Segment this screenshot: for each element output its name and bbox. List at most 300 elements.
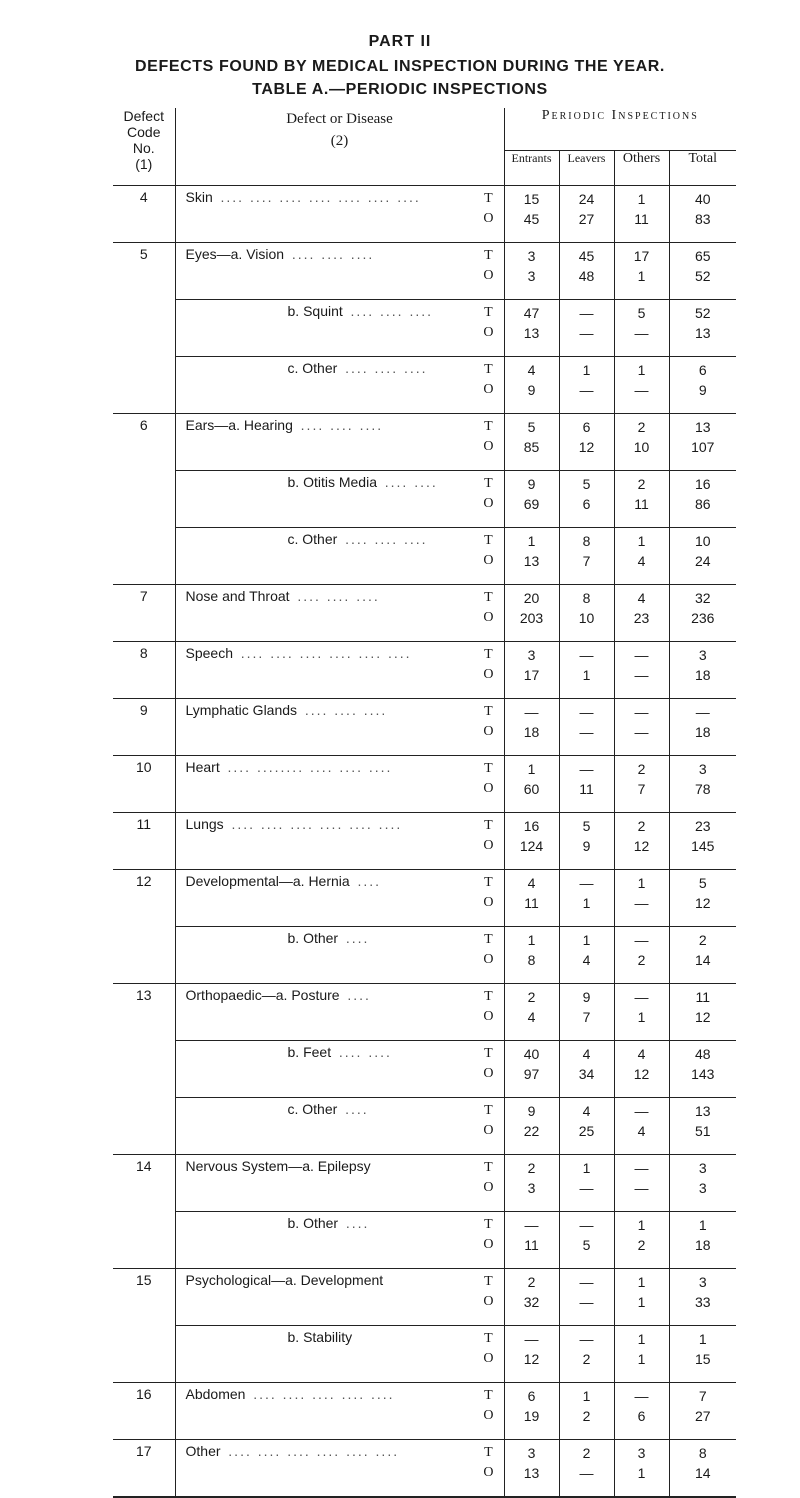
total-o-value: 12: [694, 1009, 711, 1025]
defect-label: Developmental—a. Hernia: [185, 873, 350, 889]
total-cell: [669, 1155, 736, 1212]
entrants-t-value: 15: [523, 191, 540, 207]
table-row: [113, 1326, 736, 1383]
defect-code: [113, 471, 175, 528]
defect-name: [186, 1443, 400, 1459]
leavers-o-value: 6: [582, 496, 591, 512]
entrants-cell: [504, 414, 559, 471]
entrants-t-value: —: [524, 1331, 539, 1347]
defect-code: 4: [113, 186, 175, 243]
leavers-o-value: 27: [578, 211, 595, 227]
others-cell: [614, 1098, 669, 1155]
entrants-t-value: 3: [527, 1445, 536, 1461]
defect-name-cell: [175, 642, 504, 699]
defect-code: 10: [113, 756, 175, 813]
t-marker: T: [484, 647, 493, 662]
entrants-t-value: 5: [527, 419, 536, 435]
table-row: [113, 1383, 736, 1440]
leavers-cell: [559, 756, 614, 813]
t-marker: T: [484, 1388, 493, 1403]
others-o-value: 2: [637, 1237, 646, 1253]
table-body: [113, 186, 736, 1498]
t-marker: T: [484, 191, 493, 206]
t-marker: T: [484, 1046, 493, 1061]
leavers-o-value: 9: [582, 838, 591, 854]
page-title: DEFECTS FOUND BY MEDICAL INSPECTION DURING THE YEAR.: [135, 58, 665, 75]
defect-name-cell: [175, 756, 504, 813]
o-marker: O: [483, 781, 494, 796]
entrants-t-value: 9: [527, 1103, 536, 1119]
to-markers: [483, 189, 493, 229]
table-row: [113, 813, 736, 870]
header-disease-label: Defect or Disease: [286, 111, 393, 127]
entrants-cell: [504, 984, 559, 1041]
header-leavers: Leavers: [559, 151, 614, 186]
others-t-value: 1: [637, 1217, 646, 1233]
total-t-value: 3: [698, 1160, 707, 1176]
entrants-cell: [504, 1098, 559, 1155]
entrants-o-value: 13: [523, 553, 540, 569]
leavers-o-value: —: [579, 325, 594, 341]
defect-name-cell: [175, 585, 504, 642]
leader-dots: ....: [357, 873, 382, 889]
others-o-value: —: [634, 325, 649, 341]
others-t-value: —: [634, 1103, 649, 1119]
entrants-cell: [504, 1155, 559, 1212]
entrants-o-value: 60: [523, 781, 540, 797]
t-marker: T: [484, 761, 493, 776]
defect-label: Psychological—a. Development: [185, 1272, 384, 1288]
total-cell: [669, 756, 736, 813]
defect-code: 17: [113, 1440, 175, 1498]
table-row: [113, 1212, 736, 1269]
entrants-o-value: 8: [527, 952, 536, 968]
defect-code: [113, 1041, 175, 1098]
entrants-cell: [504, 357, 559, 414]
entrants-cell: [504, 1041, 559, 1098]
table-row: [113, 1269, 736, 1326]
table-row: [113, 585, 736, 642]
defect-label: b. Feet: [287, 1044, 332, 1060]
table-row: [113, 642, 736, 699]
total-o-value: 52: [694, 268, 711, 284]
defect-label: b. Other: [287, 1215, 339, 1231]
o-marker: O: [483, 1294, 494, 1309]
others-o-value: 1: [637, 268, 646, 284]
defect-name-cell: [175, 927, 504, 984]
defect-name-cell: [175, 186, 504, 243]
leader-dots: .... ....: [384, 474, 438, 490]
leavers-o-value: 4: [582, 952, 591, 968]
leavers-t-value: 5: [582, 476, 591, 492]
entrants-t-value: 2: [527, 989, 536, 1005]
leader-dots: ....: [345, 1215, 370, 1231]
total-t-value: 13: [694, 1103, 711, 1119]
total-cell: [669, 870, 736, 927]
total-cell: [669, 642, 736, 699]
others-o-value: 12: [633, 1066, 650, 1082]
others-t-value: 1: [637, 191, 646, 207]
entrants-cell: [504, 813, 559, 870]
defect-name-cell: [175, 1098, 504, 1155]
entrants-o-value: 4: [527, 1009, 536, 1025]
total-o-value: 86: [694, 496, 711, 512]
leavers-t-value: —: [579, 647, 594, 663]
entrants-t-value: 2: [527, 1160, 536, 1176]
defect-name-cell: [175, 1041, 504, 1098]
total-t-value: 32: [694, 590, 711, 606]
t-marker: T: [484, 1103, 493, 1118]
entrants-t-value: 1: [527, 932, 536, 948]
leavers-cell: [559, 471, 614, 528]
others-t-value: 2: [637, 476, 646, 492]
defect-code: 8: [113, 642, 175, 699]
table-row: [113, 984, 736, 1041]
others-t-value: —: [634, 704, 649, 720]
entrants-t-value: 3: [527, 647, 536, 663]
header-disease-number: (2): [330, 133, 349, 149]
leader-dots: .... .... .... .... .... ....: [240, 645, 412, 661]
to-markers: [483, 246, 493, 286]
total-cell: [669, 1041, 736, 1098]
total-cell: [669, 300, 736, 357]
total-o-value: 236: [691, 610, 715, 626]
leavers-cell: [559, 528, 614, 585]
o-marker: O: [483, 496, 494, 511]
defects-table: [113, 108, 736, 1498]
others-o-value: —: [634, 1180, 649, 1196]
entrants-o-value: 69: [523, 496, 540, 512]
entrants-t-value: 47: [523, 305, 540, 321]
header-code: [113, 108, 175, 186]
defect-label: c. Other: [287, 1101, 338, 1117]
header-disease: [175, 108, 504, 186]
defect-label: b. Otitis Media: [287, 474, 377, 490]
others-o-value: 11: [634, 211, 649, 227]
total-o-value: 24: [694, 553, 711, 569]
defect-code: 11: [113, 813, 175, 870]
t-marker: T: [484, 1217, 493, 1232]
leader-dots: .... .... ....: [297, 588, 380, 604]
to-markers: [483, 303, 493, 343]
total-cell: [669, 1383, 736, 1440]
table-row: [113, 243, 736, 300]
others-t-value: 2: [637, 818, 646, 834]
total-cell: [669, 984, 736, 1041]
others-cell: [614, 813, 669, 870]
to-markers: [483, 1386, 493, 1426]
leader-dots: .... .... ....: [345, 360, 428, 376]
t-marker: T: [484, 533, 493, 548]
defect-code: 6: [113, 414, 175, 471]
to-markers: [483, 417, 493, 457]
leavers-o-value: —: [579, 382, 594, 398]
others-t-value: —: [634, 647, 649, 663]
total-cell: [669, 1098, 736, 1155]
defect-name-cell: [175, 357, 504, 414]
others-t-value: 1: [637, 1274, 646, 1290]
others-t-value: 1: [637, 1331, 646, 1347]
others-cell: [614, 756, 669, 813]
defect-name: [186, 1386, 395, 1402]
leavers-o-value: —: [579, 1465, 594, 1481]
others-o-value: 6: [637, 1408, 646, 1424]
table-title: TABLE A.—PERIODIC INSPECTIONS: [252, 81, 548, 98]
defect-code: [113, 1098, 175, 1155]
total-o-value: 14: [694, 952, 711, 968]
total-o-value: 3: [698, 1180, 707, 1196]
header-code-line: No.: [132, 140, 155, 156]
leavers-o-value: 7: [582, 1009, 591, 1025]
others-t-value: 1: [637, 875, 646, 891]
o-marker: O: [483, 895, 494, 910]
leavers-o-value: 12: [578, 439, 595, 455]
others-cell: [614, 1041, 669, 1098]
header-entrants: Entrants: [504, 151, 559, 186]
total-t-value: 40: [694, 191, 711, 207]
total-o-value: 143: [691, 1066, 715, 1082]
entrants-o-value: 32: [523, 1294, 540, 1310]
leavers-cell: [559, 1212, 614, 1269]
entrants-o-value: 124: [519, 838, 544, 854]
t-marker: T: [484, 932, 493, 947]
defect-name-cell: [175, 984, 504, 1041]
header-code-line: Defect: [123, 108, 164, 124]
table-row: [113, 870, 736, 927]
defect-name: [186, 702, 388, 718]
others-o-value: 2: [637, 952, 646, 968]
o-marker: O: [483, 667, 494, 682]
defect-label: Lymphatic Glands: [185, 702, 298, 718]
defect-code: [113, 528, 175, 585]
defect-name-cell: [175, 300, 504, 357]
defect-name: [186, 987, 371, 1003]
entrants-t-value: 4: [527, 875, 536, 891]
total-o-value: 18: [694, 1237, 711, 1253]
entrants-cell: [504, 1212, 559, 1269]
to-markers: [483, 588, 493, 628]
others-o-value: —: [634, 895, 649, 911]
others-t-value: 17: [633, 248, 650, 264]
others-o-value: 7: [637, 781, 646, 797]
leavers-cell: [559, 243, 614, 300]
total-t-value: —: [695, 704, 710, 720]
leavers-cell: [559, 1041, 614, 1098]
defect-name: [288, 531, 428, 547]
defect-code: 12: [113, 870, 175, 927]
t-marker: T: [484, 590, 493, 605]
total-t-value: 65: [694, 248, 711, 264]
t-marker: T: [484, 704, 493, 719]
defect-label: Abdomen: [185, 1386, 246, 1402]
o-marker: O: [483, 325, 494, 340]
total-cell: [669, 585, 736, 642]
others-cell: [614, 585, 669, 642]
part-heading: PART II: [368, 33, 432, 50]
defect-name: [288, 303, 434, 319]
others-cell: [614, 357, 669, 414]
leavers-cell: [559, 984, 614, 1041]
entrants-cell: [504, 927, 559, 984]
table-row: [113, 528, 736, 585]
leavers-o-value: 11: [579, 781, 594, 797]
table-row: [113, 471, 736, 528]
defect-name: [186, 816, 403, 832]
t-marker: T: [484, 362, 493, 377]
table-row: [113, 186, 736, 243]
to-markers: [483, 1101, 493, 1141]
leavers-o-value: 34: [578, 1066, 595, 1082]
others-cell: [614, 1440, 669, 1498]
leavers-t-value: —: [579, 1274, 594, 1290]
others-o-value: —: [634, 724, 649, 740]
others-t-value: 2: [637, 761, 646, 777]
o-marker: O: [483, 268, 494, 283]
defect-name: [288, 1101, 369, 1117]
total-t-value: 16: [694, 476, 711, 492]
defect-name: [288, 1329, 360, 1345]
leavers-t-value: 2: [582, 1445, 591, 1461]
leavers-t-value: 4: [582, 1046, 591, 1062]
entrants-o-value: 19: [523, 1408, 540, 1424]
table-row: [113, 414, 736, 471]
total-o-value: 15: [694, 1351, 711, 1367]
leavers-cell: [559, 186, 614, 243]
total-cell: [669, 186, 736, 243]
entrants-o-value: 97: [523, 1066, 540, 1082]
total-o-value: 14: [694, 1465, 711, 1481]
entrants-cell: [504, 642, 559, 699]
leavers-o-value: —: [579, 1294, 594, 1310]
others-t-value: 2: [637, 419, 646, 435]
leavers-t-value: 1: [582, 1160, 591, 1176]
leavers-cell: [559, 300, 614, 357]
to-markers: [483, 1272, 493, 1312]
header-code-line: (1): [135, 156, 153, 172]
leavers-o-value: 2: [582, 1351, 591, 1367]
total-cell: [669, 1269, 736, 1326]
leavers-cell: [559, 357, 614, 414]
defect-name: [288, 1215, 370, 1231]
total-cell: [669, 927, 736, 984]
total-t-value: 13: [694, 419, 711, 435]
entrants-cell: [504, 585, 559, 642]
defect-name: [186, 246, 375, 262]
leavers-cell: [559, 1269, 614, 1326]
entrants-t-value: 6: [527, 1388, 536, 1404]
defect-code: [113, 300, 175, 357]
total-t-value: 11: [695, 989, 711, 1005]
entrants-o-value: 9: [527, 382, 536, 398]
total-o-value: 12: [694, 895, 711, 911]
leavers-t-value: 8: [582, 590, 591, 606]
header-code-line: Code: [127, 124, 161, 140]
total-t-value: 10: [694, 533, 711, 549]
entrants-cell: [504, 1440, 559, 1498]
entrants-cell: [504, 243, 559, 300]
leavers-t-value: 1: [582, 932, 591, 948]
leader-dots: .... ....: [338, 1044, 392, 1060]
entrants-t-value: 9: [527, 476, 536, 492]
defect-name-cell: [175, 243, 504, 300]
others-cell: [614, 699, 669, 756]
entrants-o-value: 17: [523, 667, 540, 683]
total-t-value: 3: [698, 1274, 707, 1290]
defect-label: Nose and Throat: [185, 588, 290, 604]
leader-dots: .... .... ....: [291, 246, 375, 262]
others-cell: [614, 1326, 669, 1383]
others-cell: [614, 1212, 669, 1269]
entrants-cell: [504, 471, 559, 528]
table-row: [113, 357, 736, 414]
entrants-t-value: 2: [527, 1274, 536, 1290]
entrants-cell: [504, 1383, 559, 1440]
total-cell: [669, 699, 736, 756]
to-markers: [483, 702, 493, 742]
leavers-cell: [559, 585, 614, 642]
table-row: [113, 699, 736, 756]
o-marker: O: [483, 1351, 494, 1366]
defect-name: [186, 588, 380, 604]
leavers-o-value: 25: [578, 1123, 595, 1139]
total-cell: [669, 1326, 736, 1383]
others-t-value: 1: [637, 533, 646, 549]
others-cell: [614, 471, 669, 528]
total-t-value: 1: [698, 1331, 707, 1347]
entrants-o-value: 12: [523, 1351, 540, 1367]
others-t-value: —: [634, 1388, 649, 1404]
leavers-cell: [559, 414, 614, 471]
others-t-value: —: [634, 932, 649, 948]
total-t-value: 7: [698, 1388, 707, 1404]
total-cell: [669, 357, 736, 414]
o-marker: O: [483, 1237, 494, 1252]
table-row: [113, 300, 736, 357]
others-o-value: 4: [637, 1123, 646, 1139]
leavers-o-value: —: [579, 724, 594, 740]
others-t-value: —: [634, 989, 649, 1005]
o-marker: O: [483, 1066, 494, 1081]
leader-dots: .... .... ....: [345, 531, 428, 547]
o-marker: O: [483, 1180, 494, 1195]
leavers-cell: [559, 1155, 614, 1212]
total-cell: [669, 528, 736, 585]
leavers-cell: [559, 1098, 614, 1155]
entrants-o-value: 203: [519, 610, 544, 626]
entrants-o-value: 3: [527, 1180, 536, 1196]
total-cell: [669, 471, 736, 528]
others-o-value: 1: [637, 1294, 646, 1310]
leader-dots: ....: [345, 1101, 369, 1117]
leavers-o-value: 10: [578, 610, 595, 626]
entrants-o-value: 45: [523, 211, 540, 227]
leavers-o-value: 7: [582, 553, 591, 569]
entrants-o-value: 85: [523, 439, 540, 455]
defect-name-cell: [175, 471, 504, 528]
others-t-value: —: [634, 1160, 649, 1176]
entrants-o-value: 11: [524, 1237, 539, 1253]
leavers-cell: [559, 870, 614, 927]
entrants-cell: [504, 300, 559, 357]
defect-name: [288, 1044, 392, 1060]
leader-dots: .... .... .... .... .... .... ....: [220, 189, 421, 205]
defect-name-cell: [175, 414, 504, 471]
to-markers: [483, 645, 493, 685]
total-cell: [669, 1440, 736, 1498]
to-markers: [483, 1329, 493, 1369]
defect-name: [288, 930, 370, 946]
defect-label: Skin: [185, 189, 213, 205]
